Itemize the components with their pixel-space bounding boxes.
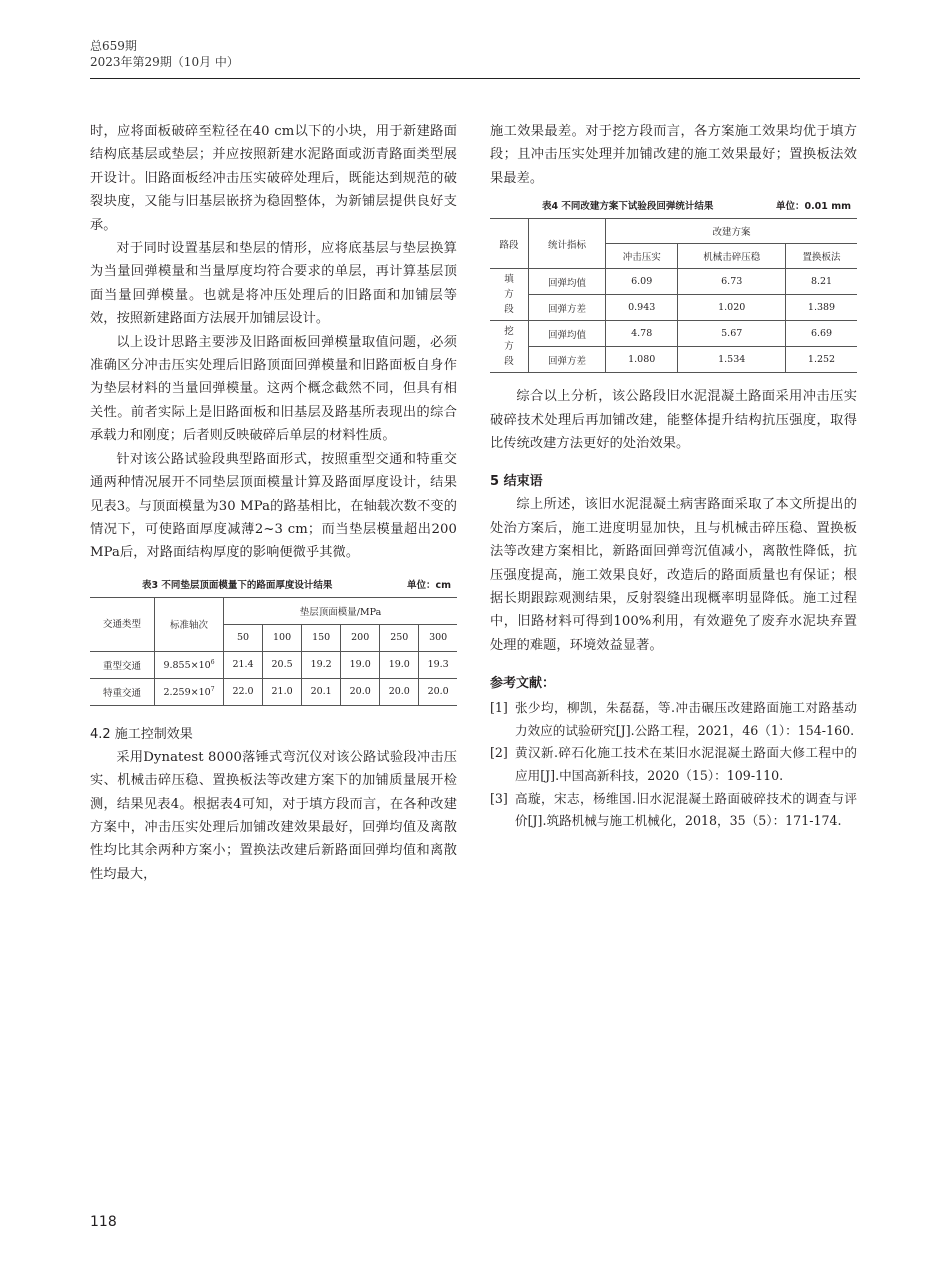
table4 xyxy=(490,218,857,373)
table3-cell: 21.4 xyxy=(224,651,263,678)
table3-col: 250 xyxy=(380,624,419,651)
header-rule xyxy=(90,78,860,79)
left-column xyxy=(90,120,457,886)
table-row xyxy=(490,269,857,295)
page-number: 118 xyxy=(90,1214,117,1230)
table3-header-axle: 标准轴次 xyxy=(155,597,224,651)
table4-cell: 1.252 xyxy=(786,347,857,373)
paragraph: 综合以上分析，该公路段旧水泥混凝土路面采用冲击压实破碎技术处理后再加铺改建，能整体提升结构抗压强度，取得比传统改建方法更好的处治效果。 xyxy=(490,389,857,452)
table-row xyxy=(90,651,457,678)
table4-cell: 5.67 xyxy=(678,321,786,347)
table3-cell-axle: $2.259\times 10^7$ xyxy=(155,678,224,705)
table4-section-fill: 填 方 段 xyxy=(490,269,529,321)
reference-item: [2] 黄汉新.碎石化施工技术在某旧水泥混凝土路面大修工程中的应用[J].中国高新科技，2020（15）：109-110. xyxy=(490,745,857,784)
table4-cell: 4.78 xyxy=(606,321,678,347)
table4-cell: 6.73 xyxy=(678,269,786,295)
table3-cell-type: 特重交通 xyxy=(90,678,155,705)
paragraph: 以上设计思路主要涉及旧路面板回弹模量取值问题，必须准确区分冲击压实处理后旧路顶面回弹模量和旧路面板自身作为垫层材料的当量回弹模量。这两个概念截然不同，但具有相关性。前者实际上是旧路面板和旧基层及路基所表现出的综合承载力和刚度；后者则反映破碎后单层的材料性质。 xyxy=(90,334,457,444)
table3-col: 50 xyxy=(224,624,263,651)
table3-cell: 19.2 xyxy=(302,651,341,678)
table4-stat: 回弹均值 xyxy=(529,269,606,295)
paragraph: 对于同时设置基层和垫层的情形，应将底基层与垫层换算为当量回弹模量和当量厚度均符合要求的单层，再计算基层顶面当量回弹模量。也就是将冲压处理后的旧路面和加铺层等效，按照新建路面方法展开加铺层设计。 xyxy=(90,241,457,327)
table4-cell: 6.69 xyxy=(786,321,857,347)
paragraph: 针对该公路试验段典型路面形式，按照重型交通和特重交通两种情况展开不同垫层顶面模量计算及路面厚度设计，结果见表3。与顶面模量为30 MPa的路基相比，在轴载次数不变的情况下，可使路面厚度减薄2~3 cm；而当垫层模量超出200 MPa后，对路面结构厚度的影响便微乎其微。 xyxy=(90,451,457,561)
table4-stat: 回弹方差 xyxy=(529,347,606,373)
table4-cell: 1.080 xyxy=(606,347,678,373)
table3-col: 150 xyxy=(302,624,341,651)
table3-cell: 20.1 xyxy=(302,678,341,705)
reference-item: [1] 张少均，柳凯，朱磊磊，等.冲击碾压改建路面施工对路基动力效应的试验研究[J].公路工程，2021，46（1）：154-160. xyxy=(490,700,857,738)
table4-cell: 8.21 xyxy=(786,269,857,295)
table3-unit: 单位：cm xyxy=(406,579,451,591)
table4-header-section: 路段 xyxy=(490,219,529,269)
table3-cell: 22.0 xyxy=(224,678,263,705)
table-row xyxy=(490,321,857,347)
table-row xyxy=(490,347,857,373)
table4-section-cut: 挖 方 段 xyxy=(490,321,529,373)
table3-cell: 20.5 xyxy=(263,651,302,678)
section-heading-4-2: 4.2 施工控制效果 xyxy=(90,726,193,742)
table3-col: 100 xyxy=(263,624,302,651)
section-heading-5: 5 结束语 xyxy=(490,474,543,490)
table3-cell: 20.0 xyxy=(419,678,457,705)
right-column xyxy=(490,120,857,833)
table3-cell: 19.3 xyxy=(419,651,457,678)
issue-date: 2023年第29期（10月 中） xyxy=(90,55,239,69)
table-row xyxy=(490,295,857,321)
table4-caption: 表4 不同改建方案下试验段回弹统计结果 xyxy=(542,201,714,213)
table4-cell: 6.09 xyxy=(606,269,678,295)
table3-caption: 表3 不同垫层顶面模量下的路面厚度设计结果 xyxy=(142,579,333,591)
paragraph: 时，应将面板破碎至粒径在40 cm以下的小块，用于新建路面结构底基层或垫层；并应按照新建水泥路面或沥青路面类型展开设计。旧路面板经冲击压实破碎处理后，既能达到规范的破裂块度，又能与旧基层嵌挤为稳固整体，为新铺层提供良好支承。 xyxy=(90,124,457,233)
table3-cell: 20.0 xyxy=(341,678,380,705)
table4-col: 置换板法 xyxy=(786,244,857,269)
table3-cell: 19.0 xyxy=(341,651,380,678)
table4-stat: 回弹方差 xyxy=(529,295,606,321)
reference-item: [3] 高璇，宋志，杨维国.旧水泥混凝土路面破碎技术的调查与评价[J].筑路机械与施工机械化，2018，35（5）：171-174. xyxy=(490,790,857,829)
table4-col: 冲击压实 xyxy=(606,244,678,269)
table3-header-type: 交通类型 xyxy=(90,597,155,651)
table4-cell: 0.943 xyxy=(606,295,678,321)
running-header xyxy=(90,38,239,70)
table4-cell: 1.020 xyxy=(678,295,786,321)
table3-cell-type: 重型交通 xyxy=(90,651,155,678)
table3-cell: 19.0 xyxy=(380,651,419,678)
paragraph: 采用Dynatest 8000落锤式弯沉仪对该公路试验段冲击压实、机械击碎压稳、置换板法等改建方案下的加铺质量展开检测，结果见表4。根据表4可知，对于填方段而言，在各种改建方案中，冲击压实处理后加铺改建效果最好，回弹均值及离散性均比其余两种方案小；置换法改建后新路面回弹均值和离散性均最大， xyxy=(90,749,457,882)
table3-header-modulus: 垫层顶面模量/MPa xyxy=(224,597,458,624)
paragraph: 综上所述，该旧水泥混凝土病害路面采取了本文所提出的处治方案后，施工进度明显加快，且与机械击碎压稳、置换板法等改建方案相比，新路面回弹弯沉值减小，离散性降低，抗压强度提高，施工效果良好，改造后的路面质量也有保证；根据长期跟踪观测结果，反射裂缝出现概率明显降低。施工过程中，旧路材料可得到100%利用，有效避免了废弃水泥块弃置处理的难题，环境效益显著。 xyxy=(490,497,857,653)
table3-cell-axle: $9.855\times 10^6$ xyxy=(155,651,224,678)
table4-cell: 1.389 xyxy=(786,295,857,321)
issue-total: 总659期 xyxy=(90,39,137,53)
table3-col: 200 xyxy=(341,624,380,651)
references-title: 参考文献： xyxy=(490,676,556,692)
table3 xyxy=(90,597,457,706)
table4-unit: 单位：0.01 mm xyxy=(775,201,851,213)
table3-cell: 21.0 xyxy=(263,678,302,705)
table3-cell: 20.0 xyxy=(380,678,419,705)
table4-caption-row xyxy=(490,200,857,214)
table4-col: 机械击碎压稳 xyxy=(678,244,786,269)
paragraph: 施工效果最差。对于挖方段而言，各方案施工效果均优于填方段；且冲击压实处理并加铺改建的施工效果最好；置换板法效果最差。 xyxy=(490,124,857,186)
table3-caption-row xyxy=(90,579,457,593)
table4-header-scheme: 改建方案 xyxy=(606,219,858,244)
table-row xyxy=(90,678,457,705)
table4-cell: 1.534 xyxy=(678,347,786,373)
table4-header-stat: 统计指标 xyxy=(529,219,606,269)
table4-stat: 回弹均值 xyxy=(529,321,606,347)
table3-col: 300 xyxy=(419,624,457,651)
